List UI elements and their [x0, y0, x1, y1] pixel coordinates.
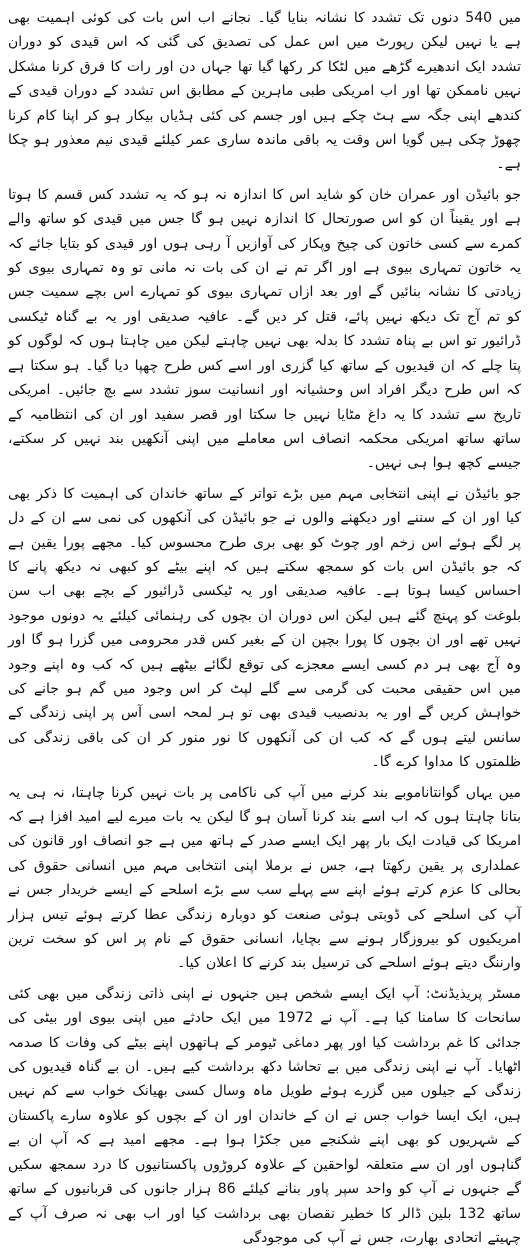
paragraph-family-importance: جو بائیڈن نے اپنی انتخابی مہم میں بڑے تواتر کے ساتھ خاندان کی اہمیت کا ذکر بھی کیا اور ان کے سننے اور دیکھنے والوں نے جو بائیڈن کی آنکھوں کی نمی سے ان کے دل پر لگے ہوئے اس زخم اور چوٹ کو بھی بری طرح محسوس کیا۔ مجھے پورا یقین ہے کہ جو بائیڈن اس بات کو سمجھ سکتے ہیں کہ اپنے بیٹے کو کبھی نہ دیکھ پانے کا احساس کیسا ہوتا ہے۔ عافیہ صدیقی اور یہ ٹیکسی ڈرائیور کے بچے بھی اب سن بلوغت کو پہنچ گئے ہیں لیکن اس دوران ان بچوں کی رہنمائی کیلئے یہ دونوں موجود نہیں تھے اور ان بچوں کا پورا بچپن ان کے بغیر کس قدر محرومی میں گزرا ہو گا اور وہ آج بھی ہر دم کسی ایسے معجزے کی توقع لگائے بیٹھے ہیں کہ کب وہ اپنے وجود میں اس حقیقی محبت کی گرمی سے گلے لپٹ کر اس وجود میں گم ہو جانے کی خواہش کریں گے اور یہ بدنصیب قیدی بھی تو ہر لمحہ اسی آس پر اپنی زندگی کے سانس لیتے ہوں گے کہ کب ان کی آنکھوں کا نور منور کر ان کی باقی زندگی کی ظلمتوں کا مداوا کرے گا۔: [8, 485, 521, 771]
paragraph-biden-imran-torture: جو بائیڈن اور عمران خان کو شاید اس کا اندازہ نہ ہو کہ یہ تشدد کس قسم کا ہوتا ہے اور یقیناً ان کو اس صورتحال کا اندازہ نہیں ہو گا جس میں قیدی کو ساتھ والے کمرے سے کسی خاتون کی چیخ وپکار کی آوازیں آ رہی ہوں اور قیدی کو بتایا جائے کہ یہ خاتون تمہاری بیوی ہے اور اگر تم نے ان کی بات نہ مانی تو وہ تمہاری بیوی کو زیادتی کا نشانہ بنائیں گے اور بعد ازاں تمہاری بیوی کو تمہارے اس بچے سمیت جس کو تم آج تک دیکھ نہیں پائے، قتل کر دیں گے۔ عافیہ صدیقی اور یہ بے گناہ ٹیکسی ڈرائیور تو اس بے پناہ تشدد کا بدلہ بھی نہیں چاہتے لیکن میں چاہتا ہوں کہ لوگوں کو پتا چلے کہ ان قیدیوں کے ساتھ کیا گزری اور اسے کس طرح چھپا دیا گیا۔ ہو سکتا ہے کہ اس طرح دیگر افراد اس وحشیانہ اور انسانیت سوز تشدد سے بچ جائیں۔ امریکی تاریخ سے تشدد کا یہ داغ مٹایا نہیں جا سکتا اور قصر سفید اور ان کی انتظامیہ کے ساتھ ساتھ امریکی محکمہ انصاف اس معاملے میں اپنی آنکھیں بند نہیں کر سکتے، جیسے کچھ ہوا ہی نہیں۔: [8, 186, 521, 472]
paragraph-mr-president: مسٹر پریذیڈنٹ: آپ ایک ایسے شخص ہیں جنہوں نے اپنی ذاتی زندگی میں بھی کئی سانحات کا سامنا کیا ہے۔ آپ نے 1972 میں ایک حادثے میں اپنی بیوی اور بیٹی کی جدائی کا غم برداشت کیا اور پھر دماغی ٹیومر کے ہاتھوں اپنے بیٹے کی وفات کا صدمہ اٹھایا۔ آپ نے اپنی زندگی میں بے تحاشا دکھ برداشت کیے ہیں۔ ان بے گناہ قیدیوں کی زندگی کے جیلوں میں گزرے ہوئے طویل ماہ وسال کسی بھیانک خواب سے کم نہیں ہیں، ایک ایسا خواب جس نے ان کے خاندان اور ان کے بچوں کو علاوہ سارے پاکستان کے شہریوں کو بھی اپنے شکنجے میں جکڑا ہوا ہے۔ مجھے امید ہے کہ آپ ان بے گناہوں اور ان سے متعلقہ لواحقین کے علاوہ کروڑوں پاکستانیوں کا درد سمجھ سکیں گے جنہوں نے آپ کو واحد سپر پاور بنانے کیلئے 86 ہزار جانوں کی قربانیوں کے ساتھ ساتھ 132 بلین ڈالر کا خطیر نقصان بھی برداشت کیا اور اب بھی نہ صرف آپ کے چہیتے اتحادی بھارت، جس نے آپ کی موجودگی: [8, 985, 521, 1246]
paragraph-torture-540-days: میں 540 دنوں تک تشدد کا نشانہ بنایا گیا۔ نجانے اب اس بات کی کوئی اہمیت بھی ہے یا نہیں لیکن رپورٹ میں اس عمل کی تصدیق کی گئی کہ اس قیدی کو دوران تشدد ایک اندھیرے گڑھے میں لٹکا کر رکھا گیا تھا جہاں دن اور رات کا فرق کرنا مشکل نہیں ناممکن تھا اور اب امریکی طبی ماہرین کے مطابق اس تشدد کے دوران قیدی کے کندھے اپنی جگہ سے ہٹ چکے ہیں اور جسم کی کئی ہڈیاں بیکار ہو کر اپنا کام کرنا چھوڑ چکی ہیں گویا اس وقت یہ باقی ماندہ ساری عمر کیلئے قیدی نیم معذور ہو چکا ہے۔: [7, 10, 521, 173]
urdu-column-article: [8, 6, 521, 1250]
paragraph-guantanamo-closure: میں یہاں گوانتاناموبے بند کرنے میں آپ کی ناکامی پر بات نہیں کرنا چاہتا، نہ ہی یہ بتانا چاہتا ہوں کہ اب اسے بند کرنا آسان ہو گا لیکن یہ بات میرے لیے امید افزا ہے کہ امریکا کی قیادت ایک بار پھر ایک ایسے صدر کے ہاتھ میں ہے جو انصاف اور قانون کی عملداری پر یقین رکھتا ہے، جس نے برملا اپنی انتخابی مہم میں انسانی حقوق کی بحالی کا عزم کرتے ہوئے اپنے سے پہلے سب سے بڑے اسلحے کے ایسے خریدار جس نے آپ کی اسلحے کی ڈوبتی ہوئی صنعت کو دوبارہ زندگی عطا کرتے ہوئے تیس ہزار امریکیوں کو بیروزگار ہونے سے بچایا، انسانی حقوق کے نام پر اس کو سخت ترین وارننگ دیتے ہوئے اسلحے کی ترسیل بند کرنے کا اعلان کیا۔: [8, 784, 521, 972]
